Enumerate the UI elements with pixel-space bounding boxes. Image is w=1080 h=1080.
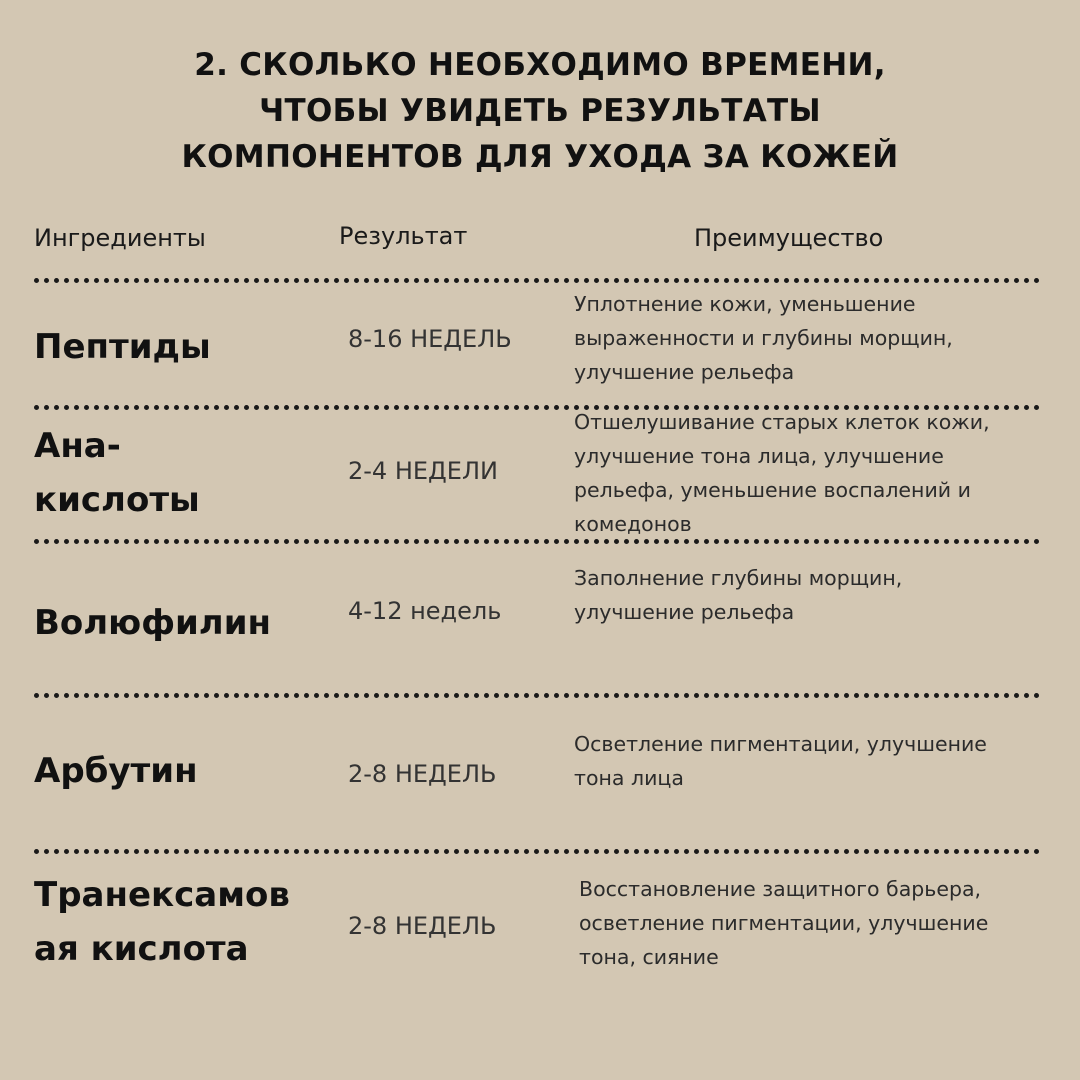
benefit-text xyxy=(574,287,1040,389)
ingredient-name-line: Пептиды xyxy=(34,327,211,367)
result-duration: 2-4 НЕДЕЛИ xyxy=(348,457,498,485)
benefit-text xyxy=(579,872,1045,974)
benefit-line: Заполнение глубины морщин, xyxy=(574,566,903,590)
row-divider xyxy=(34,539,1040,544)
title-line-1: 2. СКОЛЬКО НЕОБХОДИМО ВРЕМЕНИ, xyxy=(194,47,886,83)
row-divider xyxy=(34,278,1040,283)
ingredient-name-line: кислоты xyxy=(34,480,200,520)
benefit-line: выраженности и глубины морщин, xyxy=(574,326,953,350)
benefit-line: улучшение рельефа xyxy=(574,360,795,384)
benefit-text xyxy=(574,405,1040,541)
ingredient-name xyxy=(34,320,324,374)
benefit-line: Восстановление защитного барьера, xyxy=(579,877,982,901)
result-duration: 2-8 НЕДЕЛЬ xyxy=(348,760,497,788)
ingredient-name-line: Арбутин xyxy=(34,751,198,791)
title-line-2: ЧТОБЫ УВИДЕТЬ РЕЗУЛЬТАТЫ xyxy=(259,93,821,129)
ingredient-name xyxy=(34,868,324,976)
header-benefit: Преимущество xyxy=(694,224,884,252)
benefit-line: комедонов xyxy=(574,512,692,536)
benefit-text xyxy=(574,727,1040,795)
ingredient-name-line: Ана- xyxy=(34,426,121,466)
ingredient-name-line: Транексамов xyxy=(34,875,290,915)
result-duration: 2-8 НЕДЕЛЬ xyxy=(348,912,497,940)
benefit-line: улучшение рельефа xyxy=(574,600,795,624)
ingredient-name xyxy=(34,744,324,798)
header-ingredients: Ингредиенты xyxy=(34,224,206,252)
result-duration: 8-16 НЕДЕЛЬ xyxy=(348,325,512,353)
benefit-line: тона лица xyxy=(574,766,684,790)
benefit-text xyxy=(574,561,1040,629)
benefit-line: Уплотнение кожи, уменьшение xyxy=(574,292,916,316)
benefit-line: осветление пигментации, улучшение xyxy=(579,911,989,935)
row-divider xyxy=(34,849,1040,854)
row-divider xyxy=(34,693,1040,698)
page-title xyxy=(0,42,1080,180)
benefit-line: Отшелушивание старых клеток кожи, xyxy=(574,410,990,434)
result-duration: 4-12 недель xyxy=(348,597,502,625)
benefit-line: Осветление пигментации, улучшение xyxy=(574,732,987,756)
header-result: Результат xyxy=(339,222,468,250)
ingredient-name-line: ая кислота xyxy=(34,929,249,969)
benefit-line: тона, сияние xyxy=(579,945,719,969)
ingredient-name xyxy=(34,596,324,650)
title-line-3: КОМПОНЕНТОВ ДЛЯ УХОДА ЗА КОЖЕЙ xyxy=(181,139,899,175)
ingredient-name xyxy=(34,419,324,527)
ingredient-name-line: Волюфилин xyxy=(34,603,272,643)
benefit-line: улучшение тона лица, улучшение xyxy=(574,444,944,468)
benefit-line: рельефа, уменьшение воспалений и xyxy=(574,478,971,502)
